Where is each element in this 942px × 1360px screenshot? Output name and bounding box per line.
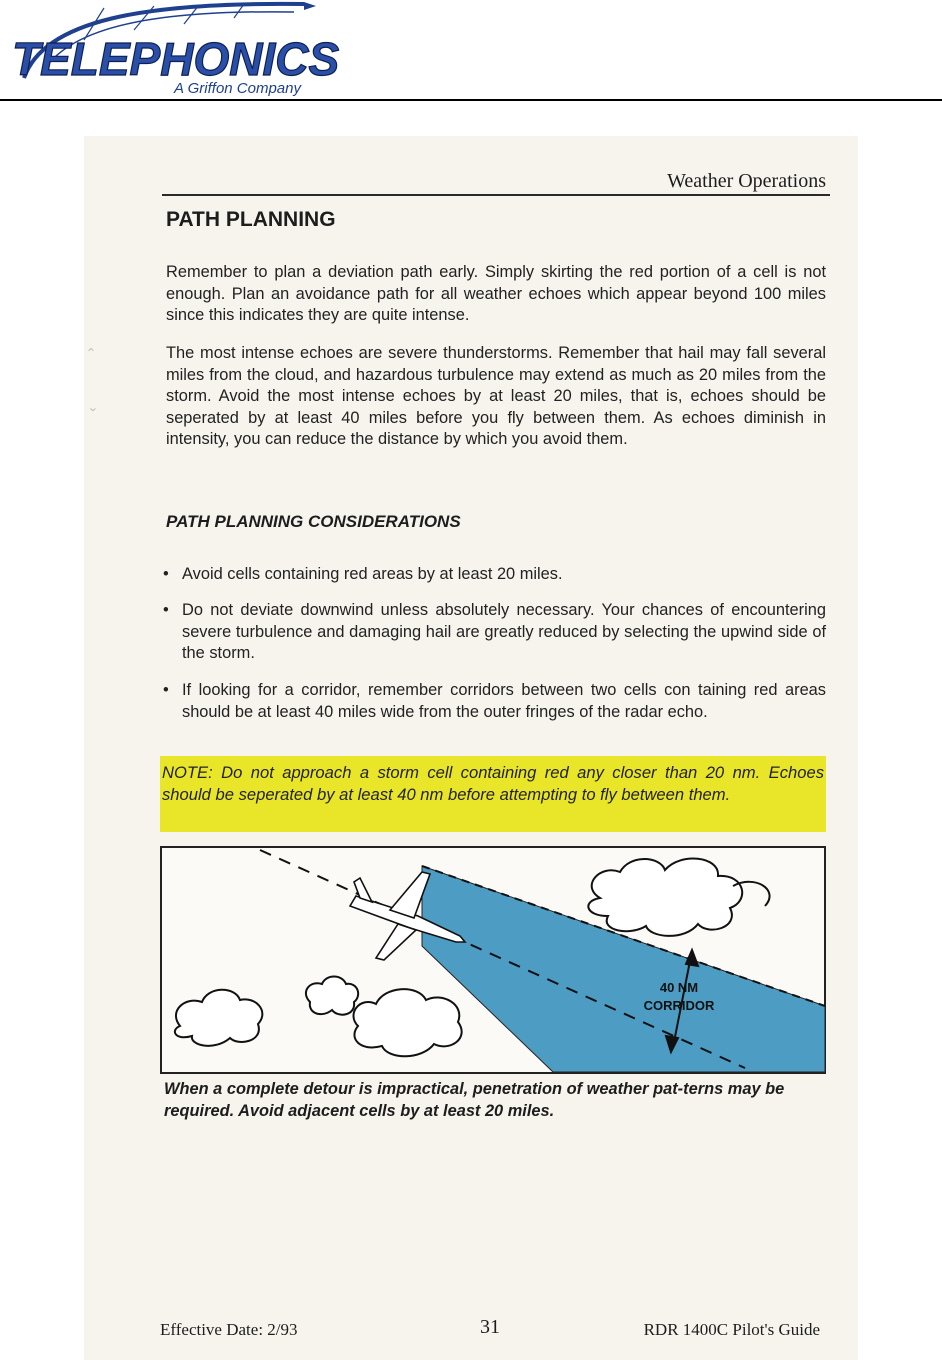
bullet-text: Do not deviate downwind unless absolutely necessary. Your chances of encountering severe turbulence and damaging hail are greatly reduced by selecting the upwind side of the storm. [182, 601, 826, 662]
bullet-icon: • [163, 681, 169, 699]
guide-title: RDR 1400C Pilot's Guide [643, 1320, 820, 1339]
bullet-item [163, 564, 826, 586]
margin-mark: ˇ [90, 406, 96, 426]
page-title: PATH PLANNING [166, 208, 336, 231]
corridor-diagram [160, 846, 826, 1074]
considerations-heading: PATH PLANNING CONSIDERATIONS [166, 512, 461, 531]
scanned-page [84, 136, 858, 1360]
bullet-icon: • [163, 565, 169, 583]
bullet-item [163, 680, 826, 723]
section-header: Weather Operations [667, 170, 826, 192]
logo-wordmark: TELEPHONICS [12, 33, 340, 85]
section-rule [162, 194, 830, 196]
logo-tagline: A Griffon Company [174, 80, 301, 97]
paragraph-1: Remember to plan a deviation path early. Simply skirting the red portion of a cell is not enough. Plan an avoidance path for all weather echoes which appear beyond 100 miles since this indicates they are quite intense. [166, 263, 826, 324]
figure-caption: When a complete detour is impractical, penetration of weather pat-terns may be required. Avoid adjacent cells by at least 20 miles. [164, 1080, 785, 1120]
bullet-text: If looking for a corridor, remember corridors between two cells con taining red areas should be at least 40 miles wide from the outer fringes of the radar echo. [182, 681, 826, 721]
bullet-text: Avoid cells containing red areas by at least 20 miles. [182, 565, 563, 583]
bullet-item [163, 600, 826, 665]
bullet-icon: • [163, 601, 169, 619]
paragraph-2: The most intense echoes are severe thunderstorms. Remember that hail may fall several miles from the cloud, and hazardous turbulence may extend as much as 20 miles from the storm. Avoid the most intense echoes by at least 20 miles, that is, echoes should be seperated by at least 40 miles before you fly between them. As echoes diminish in intensity, you can reduce the distance by which you avoid them. [166, 344, 826, 448]
effective-date: Effective Date: 2/93 [160, 1320, 298, 1339]
margin-mark: ˆ [88, 346, 94, 366]
page-number: 31 [480, 1316, 500, 1338]
corridor-label-line1: 40 NM [659, 980, 699, 995]
telephonics-logo [4, 0, 374, 100]
corridor-label-line2: CORRIDOR [643, 998, 715, 1013]
note-callout: NOTE: Do not approach a storm cell containing red any closer than 20 nm. Echoes should be seperated by at least 40 nm before attempting to fly between them. [160, 756, 826, 832]
header-rule [0, 99, 942, 101]
page-header [0, 0, 942, 102]
